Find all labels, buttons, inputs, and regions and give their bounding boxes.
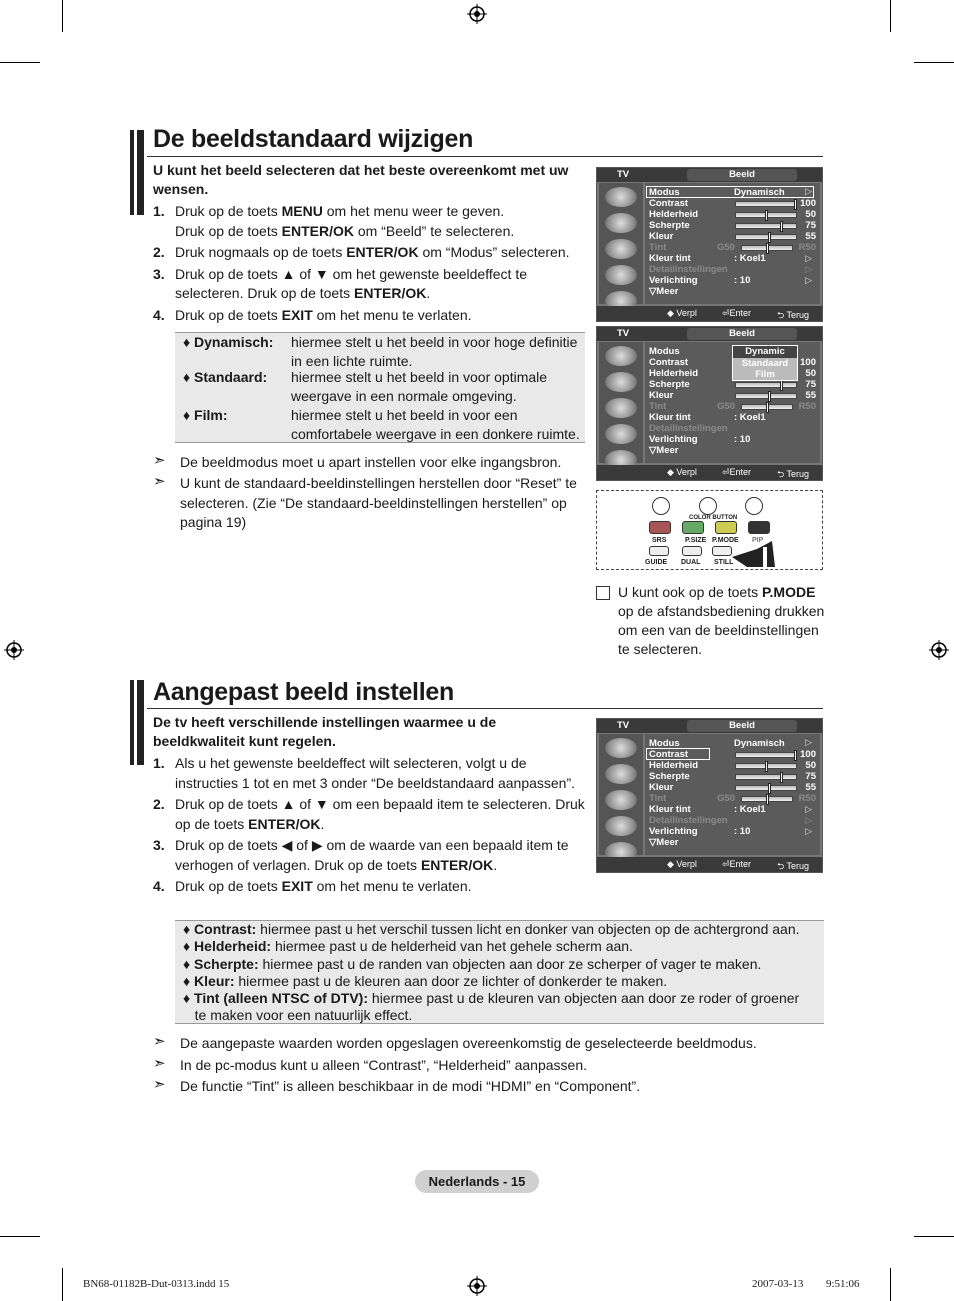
remote-round-button-icon bbox=[699, 497, 717, 515]
intro-text: De tv heeft verschillende instellingen waarmee u de beeldkwaliteit kunt regelen. bbox=[153, 714, 497, 749]
tv-menu-value: : Koel1 bbox=[734, 412, 766, 423]
tv-menu-item: Tint bbox=[649, 242, 667, 253]
tv-menu-sidebar bbox=[599, 734, 643, 855]
tint-slider bbox=[741, 245, 793, 251]
mode-descriptions bbox=[175, 332, 585, 443]
tv-menu-value: : 10 bbox=[734, 826, 751, 837]
parameter-descriptions bbox=[175, 920, 824, 1024]
tv-menu-slider bbox=[735, 223, 797, 229]
note: ➣ De functie “Tint” is alleen beschikbaar in de modi “HDMI” en “Component”. bbox=[153, 1076, 641, 1094]
tv-menu-body bbox=[645, 183, 820, 304]
tv-menu-item: Helderheid bbox=[649, 368, 699, 379]
tv-menu-value: : Koel1 bbox=[734, 253, 766, 264]
tv-menu-value: 55 bbox=[805, 390, 816, 401]
tv-menu-header: TV Beeld bbox=[597, 168, 822, 182]
mode-dropdown bbox=[732, 345, 798, 381]
tv-menu-footer: ◆ Verpl ⏎Enter ⮌ Terug bbox=[597, 306, 822, 321]
note: ➣ U kunt de standaard-beeldinstellingen herstellen door “Reset” te selecteren. (Zie “De standaard-beeldinstellingen herstellen” op pagina 19) bbox=[153, 473, 577, 530]
tv-menu-slider bbox=[735, 752, 797, 758]
slider-knob bbox=[765, 210, 768, 221]
parameter-line: ♦ Tint (alleen NTSC of DTV): hiermee past u de kleuren van objecten aan door ze roder of groener bbox=[183, 990, 800, 1007]
remote-round-button-icon bbox=[745, 497, 763, 515]
hand-note-icon bbox=[596, 586, 610, 600]
note-arrow-icon: ➣ bbox=[153, 452, 166, 469]
tv-menu-header: TV Beeld bbox=[597, 327, 822, 341]
tv-menu-value: 100 bbox=[800, 749, 816, 760]
remote-red-button bbox=[649, 521, 671, 534]
arrow-right-icon: ▷ bbox=[805, 264, 812, 274]
tv-menu-screenshot bbox=[596, 718, 823, 873]
tv-menu-item: Tint bbox=[649, 793, 667, 804]
crop-mark bbox=[890, 0, 891, 32]
tv-menu-item: Kleur bbox=[649, 782, 674, 793]
date-slug: 2007-03-13 ￿￿ 9:51:06 bbox=[752, 1278, 860, 1290]
tv-menu-value: 50 bbox=[805, 209, 816, 220]
tv-menu-footer: ◆ Verpl ⏎Enter ⮌ Terug bbox=[597, 465, 822, 480]
pointing-hand-icon bbox=[727, 539, 777, 569]
tv-menu-category-icon bbox=[605, 398, 637, 418]
mode-desc: hiermee stelt u het beeld in voor hoge definitie in een lichte ruimte. bbox=[291, 334, 578, 369]
tv-menu-item: ▽Meer bbox=[649, 286, 679, 297]
tv-menu-item: ▽Meer bbox=[649, 445, 679, 456]
step-list bbox=[153, 754, 588, 899]
arrow-right-icon: ▷ bbox=[805, 815, 812, 825]
mode-label: ♦ Dynamisch: bbox=[183, 334, 274, 350]
tint-r: R50 bbox=[798, 242, 816, 253]
tv-menu-item: Scherpte bbox=[649, 220, 690, 231]
tv-menu-item: Helderheid bbox=[649, 209, 699, 220]
mode-desc: hiermee stelt u het beeld in voor een comfortabele weergave in een donkere ruimte. bbox=[291, 407, 580, 442]
tv-menu-screenshot bbox=[596, 326, 823, 481]
arrow-right-icon: ▷ bbox=[805, 737, 812, 747]
note-arrow-icon: ➣ bbox=[153, 1033, 166, 1050]
tv-menu-category-icon bbox=[605, 738, 637, 758]
tv-menu-mode-value: Dynamisch bbox=[734, 738, 785, 749]
selection-highlight bbox=[646, 186, 814, 198]
remote-note: U kunt ook op de toets P.MODE op de afstandsbediening drukken om een van de beeldinstellingen te selecteren. bbox=[618, 584, 825, 657]
crop-mark bbox=[914, 62, 954, 63]
crop-mark bbox=[62, 0, 63, 32]
section-marker bbox=[130, 680, 144, 765]
slider-knob bbox=[768, 391, 771, 402]
step-item: 1. Druk op de toets MENU om het menu weer te geven. Druk op de toets ENTER/OK om “Beeld” te selecteren. bbox=[153, 203, 515, 239]
tv-menu-item: Detailinstellingen bbox=[649, 423, 728, 434]
tv-menu-item: ▽Meer bbox=[649, 837, 679, 848]
arrow-right-icon: ▷ bbox=[805, 275, 812, 285]
crop-mark bbox=[890, 1268, 891, 1301]
remote-control-illustration: COLOR BUTTON SRS P.SIZE P.MODE PIP GUIDE DUAL STILL bbox=[596, 490, 823, 570]
tint-r: R50 bbox=[798, 793, 816, 804]
tv-menu-slider bbox=[735, 234, 797, 240]
step-list bbox=[153, 202, 588, 327]
step-item: 2. Druk nogmaals op de toets ENTER/OK om “Modus” selecteren. bbox=[153, 244, 570, 260]
tv-menu-item: Scherpte bbox=[649, 771, 690, 782]
tv-menu-header: TV Beeld bbox=[597, 719, 822, 733]
tv-menu-slider bbox=[735, 785, 797, 791]
note-arrow-icon: ➣ bbox=[153, 1076, 166, 1093]
crop-mark bbox=[914, 1236, 954, 1237]
tv-menu-item: Kleur bbox=[649, 390, 674, 401]
registration-mark-icon bbox=[467, 1276, 487, 1296]
tint-g: G50 bbox=[717, 793, 735, 804]
remote-green-button bbox=[682, 521, 704, 534]
tv-menu-item: Verlichting bbox=[649, 434, 698, 445]
tv-menu-body bbox=[645, 342, 820, 463]
mode-label: ♦ Film: bbox=[183, 407, 228, 423]
tv-menu-value: 50 bbox=[805, 760, 816, 771]
step-item: 3. Druk op de toets ▲ of ▼ om het gewenste beeldeffect te selecteren. Druk op de toets ENTER/OK. bbox=[153, 265, 527, 301]
tv-menu-sidebar bbox=[599, 342, 643, 463]
tv-menu-item: Detailinstellingen bbox=[649, 264, 728, 275]
mode-desc: hiermee stelt u het beeld in voor optimale weergave in een normale omgeving. bbox=[291, 369, 548, 404]
tv-menu-mode-value: Dynamisch bbox=[734, 187, 785, 198]
note: ➣ De aangepaste waarden worden opgeslagen overeenkomstig de geselecteerde beeldmodus. bbox=[153, 1033, 757, 1051]
arrow-right-icon: ▷ bbox=[805, 804, 812, 814]
parameter-line: ♦ Contrast: hiermee past u het verschil tussen licht en donker van objecten op de achtergrond aan. bbox=[183, 921, 800, 937]
tv-menu-slider bbox=[735, 212, 797, 218]
tv-menu-category-icon bbox=[605, 424, 637, 444]
tv-menu-slider bbox=[735, 774, 797, 780]
tv-menu-value: 55 bbox=[805, 231, 816, 242]
registration-mark-icon bbox=[467, 4, 487, 24]
step-item: 2. Druk op de toets ▲ of ▼ om een bepaald item te selecteren. Druk op de toets ENTER/OK. bbox=[153, 796, 585, 832]
tv-menu-footer: ◆ Verpl ⏎Enter ⮌ Terug bbox=[597, 857, 822, 872]
step-item: 4. Druk op de toets EXIT om het menu te verlaten. bbox=[153, 306, 472, 323]
tv-menu-item: Contrast bbox=[649, 198, 689, 209]
file-slug: BN68-01182B-Dut-0313.indd 15 bbox=[83, 1278, 230, 1290]
step-item: 4. Druk op de toets EXIT om het menu te verlaten. bbox=[153, 878, 472, 894]
slider-knob bbox=[766, 402, 769, 413]
page-number: Nederlands - 15 bbox=[415, 1170, 539, 1193]
tv-menu-item: Kleur tint bbox=[649, 253, 691, 264]
dropdown-option: Film bbox=[755, 369, 775, 380]
tint-slider bbox=[741, 404, 793, 410]
crop-mark bbox=[0, 1236, 40, 1237]
note-arrow-icon: ➣ bbox=[153, 1055, 166, 1072]
tv-menu-category-icon bbox=[605, 187, 637, 207]
arrow-right-icon: ▷ bbox=[805, 253, 812, 263]
tv-menu-value: : 10 bbox=[734, 434, 751, 445]
intro-text: U kunt het beeld selecteren dat het beste overeenkomt met uw wensen. bbox=[153, 162, 569, 197]
remote-blue-button bbox=[748, 521, 770, 534]
tv-menu-slider bbox=[735, 201, 797, 207]
tv-menu-value: 75 bbox=[805, 771, 816, 782]
tv-menu-item: Kleur tint bbox=[649, 412, 691, 423]
step-item: 1. Als u het gewenste beeldeffect wilt selecteren, volgt u de instructies 1 tot en met 3 onder “De beeldstandaard aanpassen”. bbox=[153, 755, 576, 791]
tv-menu-item: Tint bbox=[649, 401, 667, 412]
tv-menu-sidebar bbox=[599, 183, 643, 304]
registration-mark-icon bbox=[929, 640, 949, 660]
section-marker bbox=[130, 130, 144, 215]
section-title: Aangepast beeld instellen bbox=[153, 678, 454, 706]
tv-menu-item: Helderheid bbox=[649, 760, 699, 771]
tv-menu-body bbox=[645, 734, 820, 855]
slider-knob bbox=[768, 783, 771, 794]
tv-menu-slider bbox=[735, 393, 797, 399]
tv-menu-item: Verlichting bbox=[649, 275, 698, 286]
tv-menu-item: Modus bbox=[649, 187, 680, 198]
tv-menu-slider bbox=[735, 382, 797, 388]
parameter-line: ♦ Scherpte: hiermee past u de randen van objecten aan door ze scherper of vager te maken. bbox=[183, 955, 762, 972]
tv-menu-category-icon bbox=[605, 816, 637, 836]
tv-menu-category-icon bbox=[605, 213, 637, 233]
slider-knob bbox=[780, 380, 783, 391]
tv-menu-item: Detailinstellingen bbox=[649, 815, 728, 826]
tv-menu-value: 50 bbox=[805, 368, 816, 379]
tv-menu-item: Verlichting bbox=[649, 826, 698, 837]
section-title: De beeldstandaard wijzigen bbox=[153, 125, 474, 153]
tv-menu-category-icon bbox=[605, 764, 637, 784]
divider bbox=[147, 708, 823, 709]
slider-knob bbox=[765, 761, 768, 772]
parameter-line: ♦ Helderheid: hiermee past u de helderheid van het gehele scherm aan. bbox=[183, 938, 633, 955]
registration-mark-icon bbox=[4, 640, 24, 660]
slider-knob bbox=[766, 243, 769, 254]
slider-knob bbox=[768, 232, 771, 243]
crop-mark bbox=[0, 62, 40, 63]
parameter-line: ♦ Kleur: hiermee past u de kleuren aan door ze lichter of donkerder te maken. bbox=[183, 972, 668, 989]
tv-menu-value: 75 bbox=[805, 220, 816, 231]
parameter-line: te maken voor een natuurlijk effect. bbox=[183, 1007, 413, 1024]
tv-menu-screenshot bbox=[596, 167, 823, 322]
tint-g: G50 bbox=[717, 401, 735, 412]
tv-menu-item: Modus bbox=[649, 346, 680, 357]
remote-psize-button bbox=[682, 546, 702, 556]
remote-srs-button bbox=[649, 546, 669, 556]
mode-label: ♦ Standaard: bbox=[183, 369, 268, 385]
tv-menu-category-icon bbox=[605, 372, 637, 392]
tv-menu-item: Kleur tint bbox=[649, 804, 691, 815]
remote-round-button-icon bbox=[652, 497, 670, 515]
tv-menu-category-icon bbox=[605, 346, 637, 366]
arrow-right-icon: ▷ bbox=[805, 186, 812, 196]
tv-menu-item: Modus bbox=[649, 738, 680, 749]
tv-menu-value: 100 bbox=[800, 357, 816, 368]
slider-knob bbox=[766, 794, 769, 805]
tv-menu-slider bbox=[735, 763, 797, 769]
step-item: 3. Druk op de toets ◀ of ▶ om de waarde van een bepaald item te verhogen of verlagen. Druk op de toets ENTER/OK. bbox=[153, 837, 569, 873]
tv-menu-category-icon bbox=[605, 790, 637, 810]
note: ➣ In de pc-modus kunt u alleen “Contrast”, “Helderheid” aanpassen. bbox=[153, 1055, 587, 1073]
remote-yellow-button bbox=[715, 521, 737, 534]
tv-menu-value: : Koel1 bbox=[734, 804, 766, 815]
dropdown-option: Dynamic bbox=[733, 346, 797, 358]
tv-menu-value: : 10 bbox=[734, 275, 751, 286]
tv-menu-item: Kleur bbox=[649, 231, 674, 242]
tv-menu-item: Contrast bbox=[649, 749, 689, 760]
tint-r: R50 bbox=[798, 401, 816, 412]
selection-highlight bbox=[646, 748, 710, 760]
tint-g: G50 bbox=[717, 242, 735, 253]
tv-menu-item: Contrast bbox=[649, 357, 689, 368]
crop-mark bbox=[62, 1268, 63, 1301]
arrow-right-icon: ▷ bbox=[805, 826, 812, 836]
note: ➣ De beeldmodus moet u apart instellen voor elke ingangsbron. bbox=[153, 452, 562, 470]
tint-slider bbox=[741, 796, 793, 802]
divider bbox=[147, 156, 823, 157]
tv-menu-value: 100 bbox=[800, 198, 816, 209]
tv-menu-value: 55 bbox=[805, 782, 816, 793]
slider-knob bbox=[794, 199, 797, 210]
slider-knob bbox=[794, 750, 797, 761]
tv-menu-category-icon bbox=[605, 265, 637, 285]
dropdown-option: Standaard bbox=[741, 357, 789, 369]
tv-menu-value: 75 bbox=[805, 379, 816, 390]
slider-knob bbox=[780, 221, 783, 232]
note-arrow-icon: ➣ bbox=[153, 473, 166, 490]
slider-knob bbox=[780, 772, 783, 783]
tv-menu-category-icon bbox=[605, 239, 637, 259]
tv-menu-item: Scherpte bbox=[649, 379, 690, 390]
